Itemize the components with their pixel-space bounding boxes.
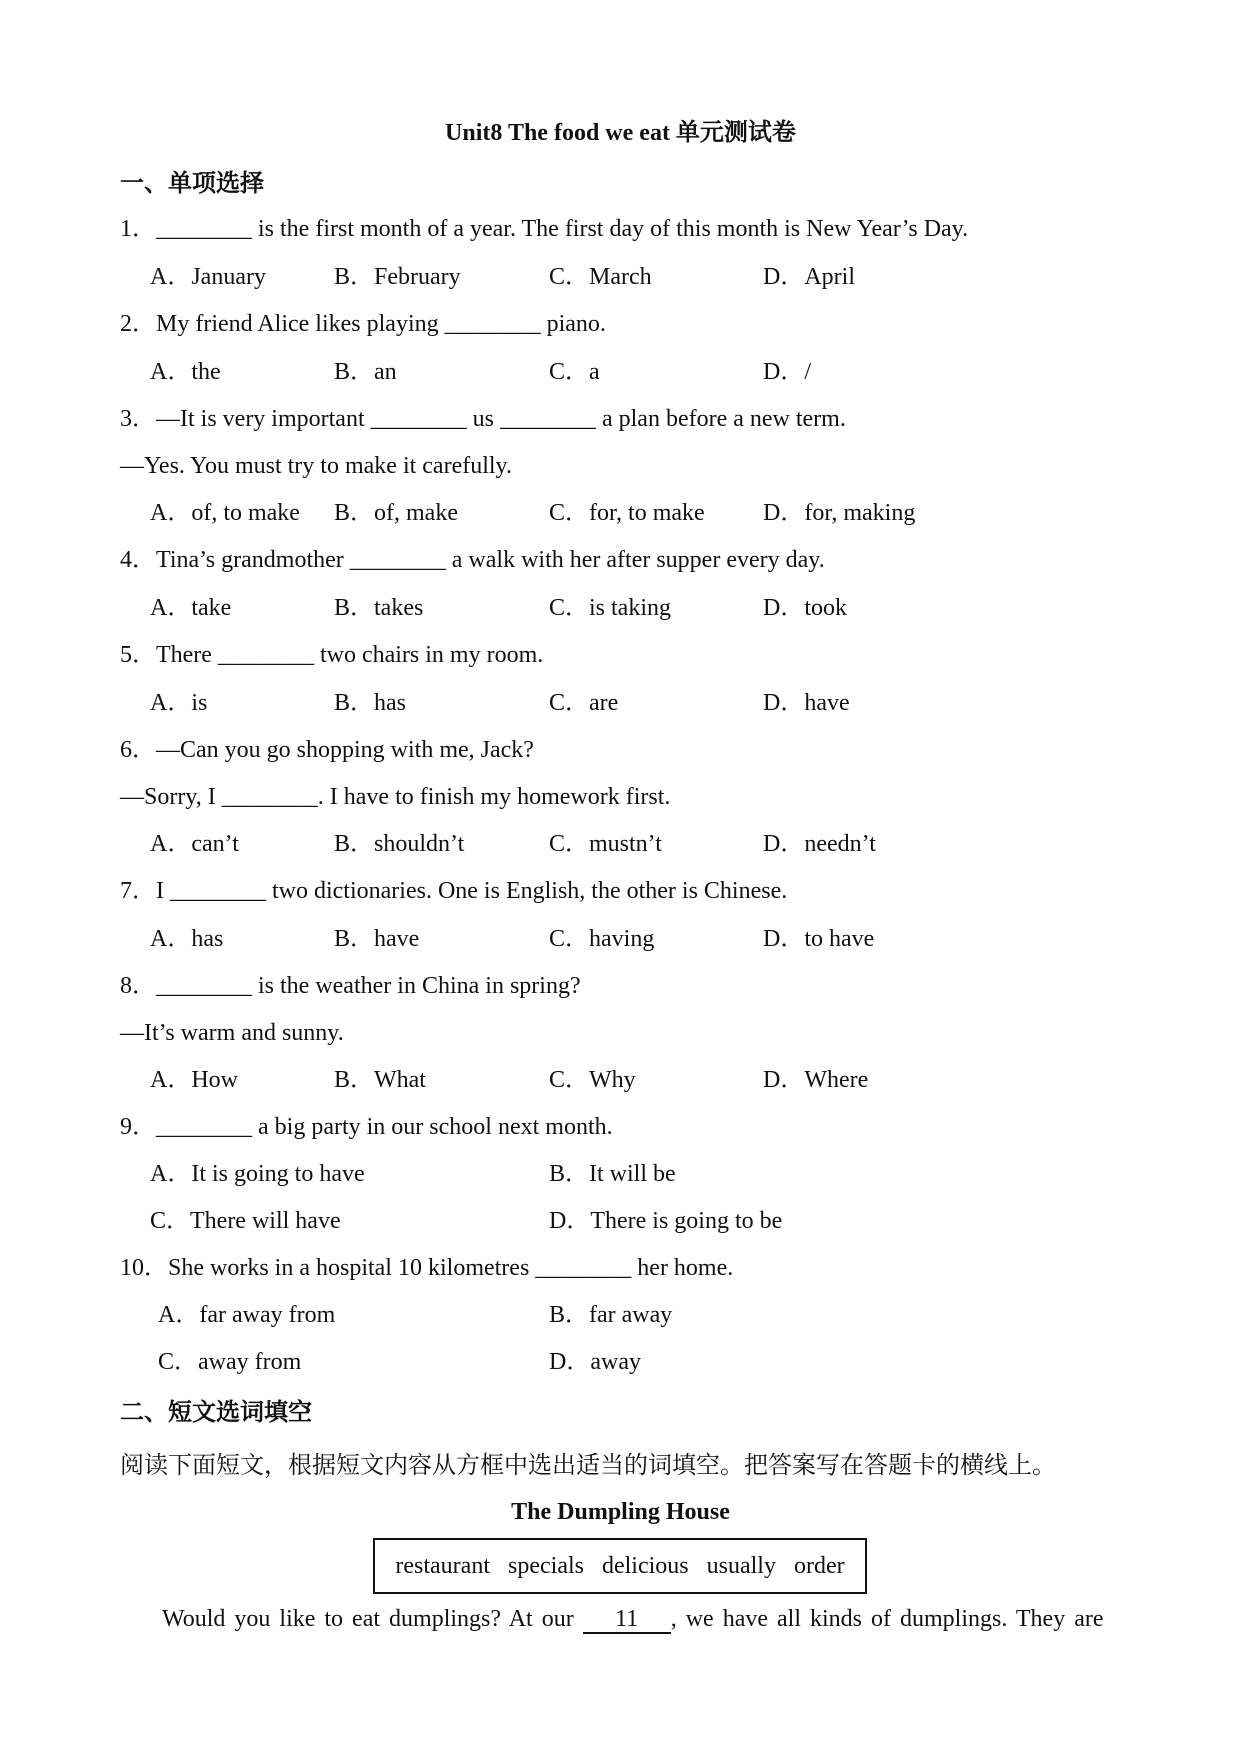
q4-option-a: A．take [150, 595, 232, 621]
q3-option-b: B．of, make [334, 500, 458, 526]
q6-option-c: C．mustn’t [549, 831, 662, 857]
q7-option-c: C．having [549, 926, 655, 952]
question-3-stem: 3．—It is very important ________ us ________ a plan before a new term. [120, 406, 846, 432]
q9-option-a: A．It is going to have [150, 1161, 365, 1187]
word-box-item: specials [508, 1552, 584, 1579]
q10-option-c: C．away from [158, 1349, 302, 1375]
q4-option-b: B．takes [334, 595, 424, 621]
q1-option-c: C．March [549, 264, 652, 290]
section-heading-1: 一、单项选择 [120, 169, 264, 197]
passage-title: The Dumpling House [511, 1499, 730, 1525]
word-box [373, 1538, 867, 1594]
question-5-stem: 5．There ________ two chairs in my room. [120, 642, 544, 668]
q8-option-b: B．What [334, 1067, 426, 1093]
q5-option-d: D．have [763, 690, 850, 716]
passage-text [162, 1604, 1122, 1634]
question-7-stem: 7．I ________ two dictionaries. One is English, the other is Chinese. [120, 878, 788, 904]
question-8-reply: —It’s warm and sunny. [120, 1020, 344, 1046]
question-6-reply: —Sorry, I ________. I have to finish my homework first. [120, 784, 671, 810]
question-10-stem: 10．She works in a hospital 10 kilometres ________ her home. [120, 1255, 734, 1281]
q6-option-b: B．shouldn’t [334, 831, 465, 857]
question-6-stem: 6．—Can you go shopping with me, Jack? [120, 737, 534, 763]
q2-option-c: C．a [549, 359, 600, 385]
q2-option-b: B．an [334, 359, 397, 385]
q5-option-b: B．has [334, 690, 406, 716]
question-8-stem: 8．________ is the weather in China in spring? [120, 973, 581, 999]
question-9-stem: 9．________ a big party in our school next month. [120, 1114, 613, 1140]
q3-option-d: D．for, making [763, 500, 916, 526]
q8-option-c: C．Why [549, 1067, 636, 1093]
q4-option-c: C．is taking [549, 595, 672, 621]
q2-option-d: D．/ [763, 359, 811, 385]
q9-option-c: C．There will have [150, 1208, 341, 1234]
word-box-item: order [793, 1552, 845, 1579]
page-title: Unit8 The food we eat 单元测试卷 [445, 120, 796, 146]
q2-option-a: A．the [150, 359, 221, 385]
passage-blank-11: 11 [583, 1606, 671, 1634]
q5-option-a: A．is [150, 690, 208, 716]
q9-option-d: D．There is going to be [549, 1208, 783, 1234]
q4-option-d: D．took [763, 595, 847, 621]
q10-option-b: B．far away [549, 1302, 673, 1328]
q3-option-c: C．for, to make [549, 500, 705, 526]
q10-option-d: D．away [549, 1349, 641, 1375]
q1-option-b: B．February [334, 264, 461, 290]
question-1-stem: 1．________ is the first month of a year. The first day of this month is New Year’s Day. [120, 216, 969, 242]
word-box-item: restaurant [395, 1552, 490, 1579]
passage-text-before: Would you like to eat dumplings? At our [162, 1606, 583, 1632]
question-4-stem: 4．Tina’s grandmother ________ a walk with her after supper every day. [120, 547, 825, 573]
word-box-item: delicious [601, 1552, 689, 1579]
q7-option-a: A．has [150, 926, 224, 952]
word-box-item: usually [706, 1552, 776, 1579]
q7-option-d: D．to have [763, 926, 875, 952]
q6-option-a: A．can’t [150, 831, 239, 857]
q9-option-b: B．It will be [549, 1161, 676, 1187]
q6-option-d: D．needn’t [763, 831, 876, 857]
passage-text-after: , we have all kinds of dumplings. They are [670, 1606, 1104, 1632]
section-instruction: 阅读下面短文，根据短文内容从方框中选出适当的词填空。把答案写在答题卡的横线上。 [120, 1451, 1056, 1479]
question-2-stem: 2．My friend Alice likes playing ________ piano. [120, 311, 606, 337]
q8-option-a: A．How [150, 1067, 238, 1093]
question-3-reply: —Yes. You must try to make it carefully. [120, 453, 512, 479]
q10-option-a: A．far away from [158, 1302, 336, 1328]
q3-option-a: A．of, to make [150, 500, 300, 526]
q7-option-b: B．have [334, 926, 420, 952]
q8-option-d: D．Where [763, 1067, 869, 1093]
q5-option-c: C．are [549, 690, 619, 716]
q1-option-d: D．April [763, 264, 855, 290]
section-heading-2: 二、短文选词填空 [120, 1398, 312, 1426]
q1-option-a: A．January [150, 264, 266, 290]
